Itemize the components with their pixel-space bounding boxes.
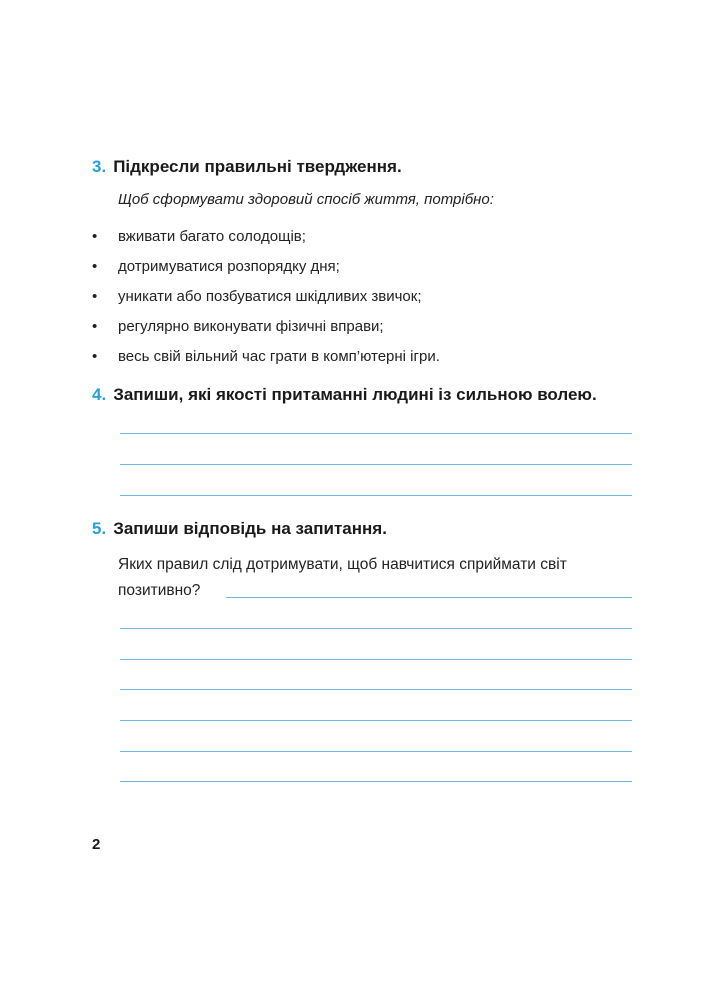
task-5-answer-line[interactable] [120, 628, 632, 629]
page-number: 2 [92, 836, 101, 853]
task-5-answer-line[interactable] [120, 781, 632, 782]
task-5-question-line-1: Яких правил слід дотримувати, щоб навчитися сприймати світ [118, 556, 567, 573]
task-5-title: Запиши відповідь на запитання. [113, 519, 387, 538]
task-4-number: 4. [92, 385, 107, 404]
bullet-icon: • [92, 348, 98, 365]
statement-text: дотримуватися розпорядку дня; [118, 258, 340, 275]
bullet-icon: • [92, 318, 98, 335]
task-4-answer-line[interactable] [120, 464, 632, 465]
task-4-heading [92, 385, 597, 405]
statement-text: уникати або позбуватися шкідливих звичок; [118, 288, 422, 305]
task-3-title: Підкресли правильні твердження. [113, 157, 402, 176]
statement-item[interactable] [92, 346, 440, 376]
task-4-answer-line[interactable] [120, 495, 632, 496]
statement-list [92, 226, 440, 376]
statement-text: регулярно виконувати фізичні вправи; [118, 318, 384, 335]
statement-item[interactable] [92, 286, 440, 316]
statement-item[interactable] [92, 316, 440, 346]
task-4-answer-line[interactable] [120, 433, 632, 434]
task-3-intro: Щоб сформувати здоровий спосіб життя, потрібно: [118, 191, 494, 208]
task-5-answer-line[interactable] [120, 659, 632, 660]
task-3-number: 3. [92, 157, 107, 176]
task-5-answer-line[interactable] [120, 689, 632, 690]
task-5-question-line-2: позитивно? [118, 582, 201, 599]
statement-item[interactable] [92, 256, 440, 286]
bullet-icon: • [92, 228, 98, 245]
statement-item[interactable] [92, 226, 440, 256]
bullet-icon: • [92, 288, 98, 305]
task-5-answer-line[interactable] [120, 751, 632, 752]
task-5-heading [92, 519, 387, 539]
statement-text: весь свій вільний час грати в комп’ютерні ігри. [118, 348, 440, 365]
task-5-answer-line[interactable] [226, 597, 632, 598]
statement-text: вживати багато солодощів; [118, 228, 306, 245]
task-5-answer-line[interactable] [120, 720, 632, 721]
task-5-number: 5. [92, 519, 107, 538]
task-3-heading [92, 157, 402, 177]
task-4-title: Запиши, які якості притаманні людині із сильною волею. [113, 385, 597, 404]
bullet-icon: • [92, 258, 98, 275]
